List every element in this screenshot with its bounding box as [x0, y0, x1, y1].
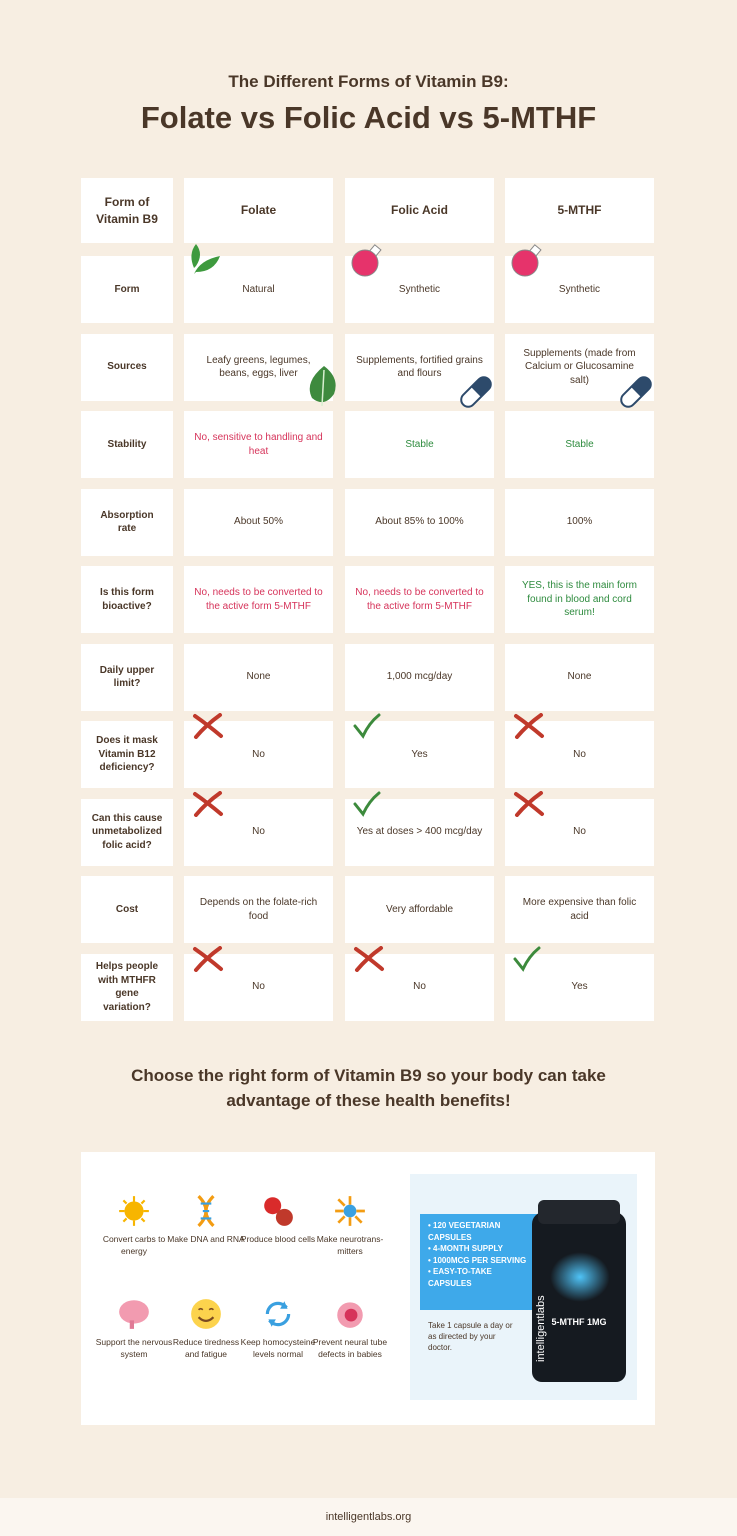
cell-text: Sources [107, 361, 147, 373]
cross-icon [513, 791, 545, 822]
cell-text: None [246, 671, 271, 683]
benefit-icon [333, 1194, 367, 1228]
cell-text: Can this cause unmetabolized folic acid? [91, 812, 163, 851]
cell-text: Synthetic [558, 283, 601, 295]
benefit-item [239, 1194, 317, 1246]
cell-text: No, needs to be converted to the active form 5-MTHF [194, 587, 323, 612]
cell-text: Depends on the folate-rich food [199, 897, 318, 922]
cell-text: No [413, 981, 426, 993]
benefit-label: Produce blood cells [240, 1234, 316, 1244]
benefit-item [95, 1297, 173, 1361]
cross-icon [192, 791, 224, 822]
cell-text: No, needs to be converted to the active form 5-MTHF [355, 587, 484, 612]
table-cell [184, 489, 333, 556]
cell-text: Folic Acid [391, 203, 448, 218]
table-cell [345, 566, 494, 633]
product-name: 5-MTHF 1MG [551, 1317, 607, 1327]
table-cell [505, 644, 654, 711]
capsule-icon [616, 372, 656, 417]
cell-text: Stable [565, 438, 594, 450]
benefit-icon [261, 1297, 295, 1331]
cell-text: About 50% [234, 516, 283, 528]
cell-text: Leafy greens, legumes, beans, eggs, liver [206, 354, 311, 379]
cell-text: 1,000 mcg/day [386, 671, 453, 683]
cell-text: About 85% to 100% [375, 516, 464, 528]
cross-icon [353, 946, 385, 977]
cell-text: None [567, 671, 592, 683]
benefit-label: Keep homocysteine levels normal [240, 1337, 316, 1359]
feature: • 4-MONTH SUPPLY [428, 1244, 503, 1254]
cell-text: Is this form bioactive? [100, 587, 154, 612]
subtitle: The Different Forms of Vitamin B9: [228, 72, 509, 91]
cell-text: Stability [107, 438, 147, 450]
flask-icon [350, 244, 386, 283]
benefit-item [167, 1194, 245, 1246]
benefit-label: Support the nervous system [95, 1337, 173, 1359]
table-cell [505, 411, 654, 478]
cell-text: Yes at doses > 400 mcg/day [356, 826, 483, 838]
table-cell [184, 566, 333, 633]
dosage-text: Take 1 capsule a day or as directed by your doctor. [428, 1321, 513, 1353]
cell-text: Stable [405, 438, 434, 450]
benefit-icon [117, 1297, 151, 1331]
row-label [81, 411, 173, 478]
check-icon [353, 791, 381, 822]
benefit-label: Reduce tiredness and fatigue [172, 1337, 240, 1359]
benefits-panel [81, 1152, 655, 1425]
table-cell [345, 644, 494, 711]
table-header [81, 178, 173, 243]
benefit-icon [189, 1194, 223, 1228]
row-label [81, 334, 173, 401]
row-label [81, 256, 173, 323]
table-cell [505, 489, 654, 556]
benefit-item [311, 1194, 389, 1258]
cell-text: Natural [242, 283, 275, 295]
footer-link[interactable]: intelligentlabs.org [0, 1498, 737, 1536]
benefit-icon [333, 1297, 367, 1331]
row-label [81, 721, 173, 788]
call-to-action: Choose the right form of Vitamin B9 so your body can take advantage of these health benefits! [131, 1066, 606, 1110]
benefit-item [167, 1297, 245, 1361]
cell-text: Yes [571, 981, 588, 993]
cell-text: No [252, 748, 265, 760]
table-cell [184, 411, 333, 478]
cell-text: Synthetic [398, 283, 441, 295]
cell-text: Cost [115, 903, 139, 915]
feature: • 120 VEGETARIAN CAPSULES [428, 1221, 501, 1242]
benefit-icon [261, 1194, 295, 1228]
leafy-greens-icon [304, 364, 344, 413]
supplement-bottle [532, 1212, 626, 1382]
cell-text: Supplements, fortified grains and flours [356, 354, 483, 379]
cell-text: More expensive than folic acid [522, 897, 637, 922]
cell-text: Supplements (made from Calcium or Glucosamine salt) [523, 347, 636, 386]
benefit-label: Prevent neural tube defects in babies [312, 1337, 388, 1359]
cell-text: YES, this is the main form found in blood and cord serum! [521, 580, 638, 619]
table-cell [184, 644, 333, 711]
table-cell [505, 876, 654, 943]
table-header [345, 178, 494, 243]
cell-text: No [573, 826, 586, 838]
row-label [81, 489, 173, 556]
brand-logo: intelligentlabs [535, 1295, 547, 1362]
table-cell [184, 876, 333, 943]
benefit-label: Make neurotrans-mitters [316, 1234, 384, 1256]
product-image [410, 1174, 637, 1400]
cell-text: 5-MTHF [557, 203, 602, 218]
row-label [81, 644, 173, 711]
benefit-item [95, 1194, 173, 1258]
benefit-item [311, 1297, 389, 1361]
table-cell [345, 876, 494, 943]
benefit-icon [189, 1297, 223, 1331]
cell-text: Daily upper limit? [99, 664, 155, 689]
feature: • EASY-TO-TAKE CAPSULES [428, 1267, 492, 1288]
table-cell [345, 489, 494, 556]
feature: • 1000MCG PER SERVING [428, 1255, 527, 1265]
cell-text: No [573, 748, 586, 760]
cell-text: Absorption rate [100, 509, 154, 534]
cell-text: Very affordable [385, 903, 454, 915]
table-cell [505, 566, 654, 633]
cell-text: Form of Vitamin B9 [96, 195, 158, 226]
cross-icon [513, 713, 545, 744]
leaf-icon [190, 244, 224, 281]
cell-text: No, sensitive to handling and heat [194, 432, 323, 457]
flask-icon [510, 244, 546, 283]
benefit-label: Make DNA and RNA [167, 1234, 245, 1244]
row-label [81, 799, 173, 866]
cell-text: No [252, 826, 265, 838]
cell-text: Form [114, 283, 140, 295]
table-cell [345, 411, 494, 478]
capsule-icon [456, 372, 496, 417]
cell-text: Helps people with MTHFR gene variation? [95, 961, 159, 1013]
row-label [81, 876, 173, 943]
benefit-label: Convert carbs to energy [102, 1234, 166, 1256]
table-header [184, 178, 333, 243]
cell-text: Does it mask Vitamin B12 deficiency? [96, 735, 158, 774]
cell-text: Yes [411, 748, 428, 760]
row-label [81, 566, 173, 633]
check-icon [353, 713, 381, 744]
benefit-icon [117, 1194, 151, 1228]
page-title: Folate vs Folic Acid vs 5-MTHF [140, 100, 597, 135]
cross-icon [192, 946, 224, 977]
cell-text: 100% [566, 516, 593, 528]
table-header [505, 178, 654, 243]
cell-text: No [252, 981, 265, 993]
cell-text: Folate [240, 203, 277, 218]
cross-icon [192, 713, 224, 744]
check-icon [513, 946, 541, 977]
benefit-item [239, 1297, 317, 1361]
row-label [81, 954, 173, 1021]
